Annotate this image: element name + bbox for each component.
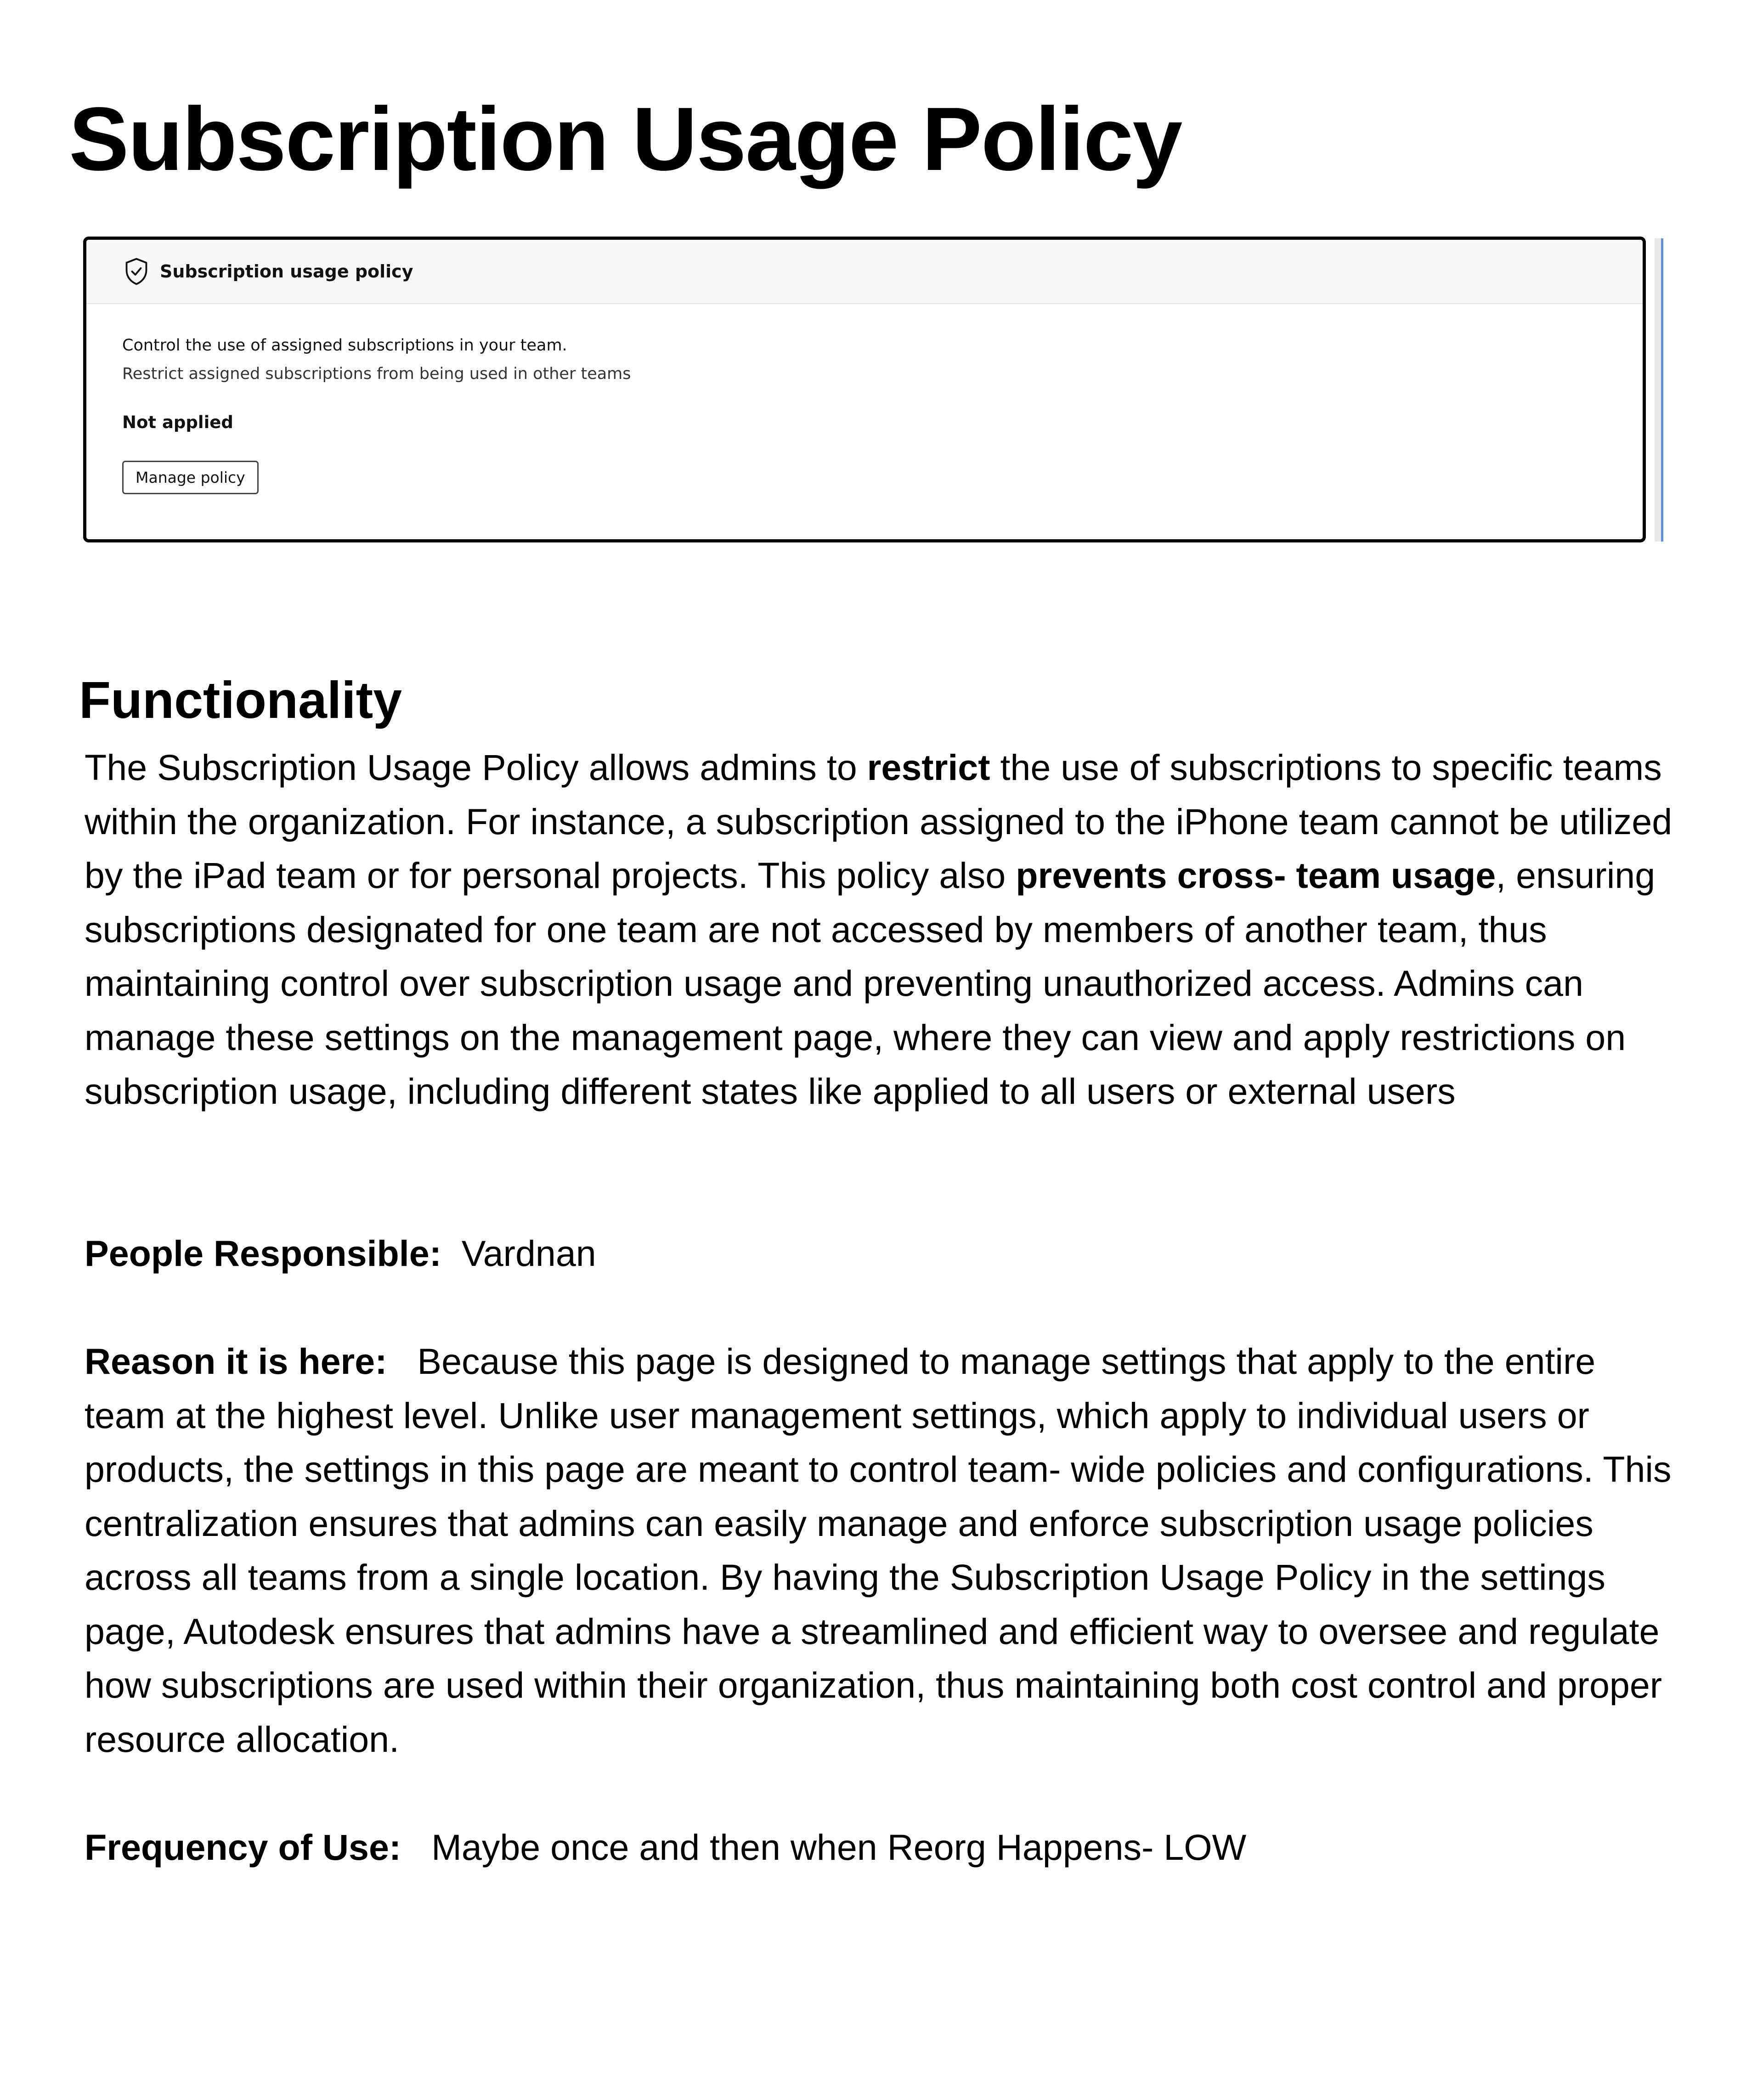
reason-paragraph <box>85 1334 1674 1766</box>
functionality-bold-cross-team: prevents cross- team usage <box>1016 855 1496 896</box>
functionality-text-3: , ensuring subscriptions designated for one team are not accessed by members of another team, thus maintaining control over subscription usage and preventing unauthorized access. Admins can manage these settings on the management page, where they can view and apply restrictions on subscription usage, including different states like applied to all users or external users <box>85 855 1656 1112</box>
functionality-paragraph <box>85 740 1674 1118</box>
manage-policy-button[interactable]: Manage policy <box>122 461 259 494</box>
functionality-bold-restrict: restrict <box>867 747 990 788</box>
people-responsible <box>85 1226 1674 1281</box>
card-subdescription: Restrict assigned subscriptions from being used in other teams <box>122 365 631 383</box>
policy-status: Not applied <box>122 412 233 432</box>
policy-card <box>83 237 1646 542</box>
reason-value: Because this page is designed to manage settings that apply to the entire team at the highest level. Unlike user management settings, which apply to individual users or products, the settings in this page are meant to control team- wide policies and configurations. This centralization ensures that admins can easily manage and enforce subscription usage policies across all teams from a single location. By having the Subscription Usage Policy in the settings page, Autodesk ensures that admins have a streamlined and efficient way to oversee and regulate how subscriptions are used within their organization, thus maintaining both cost control and proper resource allocation. <box>85 1341 1672 1760</box>
people-label: People Responsible: <box>85 1233 442 1274</box>
frequency-label: Frequency of Use: <box>85 1827 401 1868</box>
functionality-heading: Functionality <box>79 671 402 729</box>
frequency-value: Maybe once and then when Reorg Happens- LOW <box>431 1827 1247 1868</box>
people-value: Vardnan <box>461 1233 596 1274</box>
frequency-of-use <box>85 1820 1674 1874</box>
page-title: Subscription Usage Policy <box>69 89 1182 189</box>
card-title: Subscription usage policy <box>160 261 413 282</box>
policy-card-screenshot <box>83 237 1663 542</box>
functionality-text-2: the use of subscriptions to specific teams within the organization. For instance, a subscription assigned to the iPhone team cannot be utilized by the iPad team or for personal projects. This policy also <box>85 747 1673 896</box>
card-header <box>86 240 1643 304</box>
functionality-text-1: The Subscription Usage Policy allows admins to <box>85 747 867 788</box>
shield-check-icon <box>123 257 150 286</box>
reason-label: Reason it is here: <box>85 1341 387 1382</box>
card-edge-shadow <box>1655 238 1663 542</box>
card-description: Control the use of assigned subscriptions in your team. <box>122 336 567 355</box>
card-body <box>86 304 1643 494</box>
